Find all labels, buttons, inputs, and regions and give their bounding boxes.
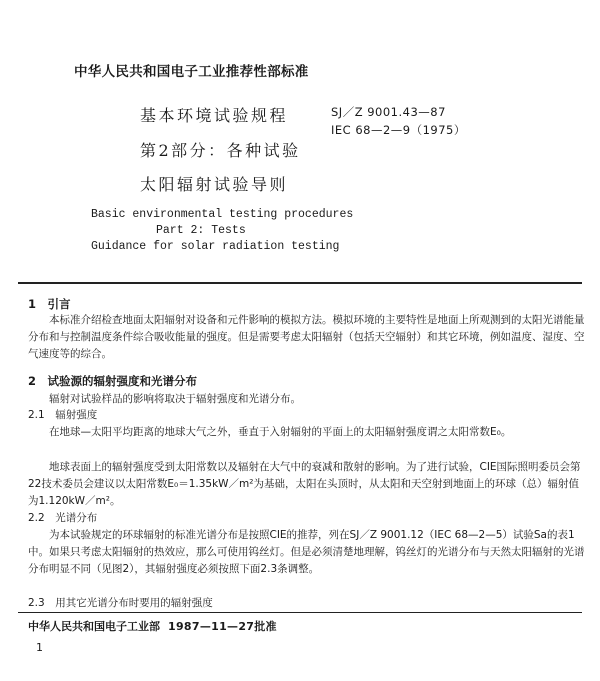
section-2-paragraph: 辐射对试验样品的影响将取决于辐射强度和光谱分布。 (49, 393, 301, 405)
section-2-2-paragraph: 为本试验规定的环球辐射的标准光谱分布是按照CIE的推荐，列在SJ／Z 9001.12（IEC 68—2—5）试验Sa的表1中。如果只考虑太阳辐射的热效应，那么可使用钨丝灯。但是必须清楚地理解，钨丝灯的光谱分布与天然太阳辐射的光谱分布明显不同（见图2），其辐射强度必须按照下面2.3条调整。 (28, 529, 585, 575)
title-line-2: 第2部分：各种试验 (140, 141, 301, 160)
section-2-3-heading: 2.3 用其它光谱分布时要用的辐射强度 (28, 597, 213, 609)
section-2-2-heading: 2.2 光谱分布 (28, 512, 98, 524)
footer-issuer: 中华人民共和国电子工业部 (28, 620, 160, 633)
english-title-line-2: Part 2: Tests (156, 224, 246, 237)
section-2-1-paragraph-1: 在地球—太阳平均距离的地球大气之外，垂直于入射辐射的平面上的太阳辐射强度谓之太阳常数E₀。 (49, 426, 512, 438)
std-number: SJ／Z 9001.43—87 (331, 105, 446, 119)
footer-approval: 1987—11—27批准 (168, 620, 277, 633)
title-line-1: 基本环境试验规程 (140, 106, 289, 125)
section-2-heading: 2 试验源的辐射强度和光谱分布 (28, 374, 197, 388)
section-2-1-paragraph-2: 地球表面上的辐射强度受到太阳常数以及辐射在大气中的衰减和散射的影响。为了进行试验，CIE国际照明委员会第22技术委员会建议以太阳常数E₀＝1.35kW／m²为基础，太阳在头顶时，从太阳和天空射到地面上的环球（总）辐射值为1.120kW／m²。 (28, 461, 581, 507)
section-2-1-heading: 2.1 辐射强度 (28, 409, 98, 421)
section-1-paragraph: 本标准介绍检查地面太阳辐射对设备和元件影响的模拟方法。模拟环境的主要特性是地面上所观测到的太阳光谱能量分布和与控制温度条件综合吸收能量的强度。但是需要考虑太阳辐射（包括天空辐射）和其它环境，例如温度、湿度、空气速度等的综合。 (28, 314, 585, 360)
standard-header: 中华人民共和国电子工业推荐性部标准 (74, 64, 309, 80)
iec-number: IEC 68—2—9（1975） (331, 123, 466, 137)
page-number: 1 (36, 641, 43, 654)
english-title-line-3: Guidance for solar radiation testing (91, 240, 340, 253)
title-line-3: 太阳辐射试验导则 (140, 175, 289, 194)
title-divider (18, 282, 582, 284)
footer-divider (18, 612, 582, 613)
english-title-line-1: Basic environmental testing procedures (91, 208, 354, 221)
section-1-heading: 1 引言 (28, 297, 71, 311)
